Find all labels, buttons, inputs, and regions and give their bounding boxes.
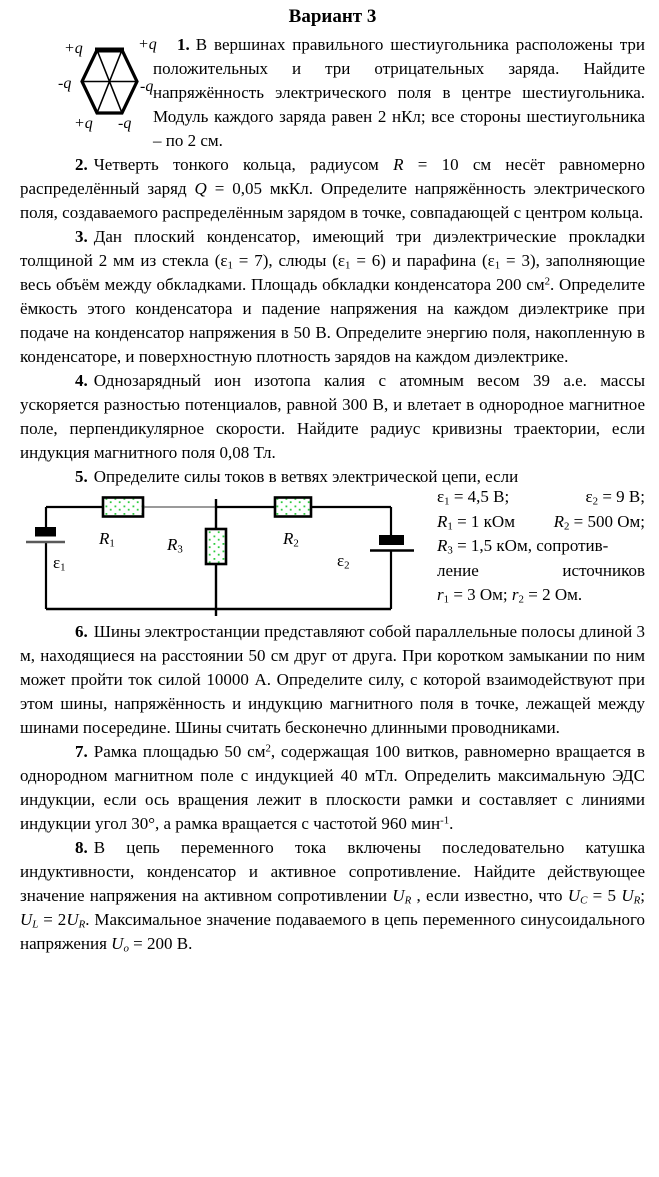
charge-label-right: -q (140, 78, 154, 95)
problem-text: В вершинах правильного шестиугольника расположены три положительных и три отрицательных заряда. Найдите напряжённость электрического поля в центре шестиугольника. Модуль каждого заряда равен 2 нКл; все стороны шестиугольника – по 2 см. (153, 35, 645, 150)
resistor-r2 (275, 498, 311, 517)
problem-number: 1. (177, 35, 190, 54)
problem-number: 4. (75, 371, 88, 390)
problem-6 (20, 620, 645, 740)
label-eps2: $\varepsilon_2$ (337, 551, 350, 572)
problem-2 (20, 153, 645, 225)
given-r2: $R_2 = 500$ Ом; (553, 511, 645, 532)
given-line-4 (437, 559, 645, 584)
label-r1: $R_1$ (99, 529, 115, 550)
page-title: Вариант 3 (288, 6, 377, 27)
given-line-1 (437, 485, 645, 510)
battery-2-thick-plate (379, 535, 404, 545)
charge-label-bottom-right: -q (118, 115, 132, 132)
hexagon-svg (44, 36, 161, 134)
problem-number: 7. (75, 742, 88, 761)
label-eps1: $\varepsilon_1$ (53, 553, 66, 574)
problem-text: Четверть тонкого кольца, радиусом R = 10 см несёт равномерно распределённый заряд Q = 0,05 мкКл. Определите напряжённость электрического поля, создаваемого распределённым зарядом в точке, совпадающей с центром кольца. (20, 155, 645, 222)
problem-number: 2. (75, 155, 88, 174)
given-line-3 (437, 534, 645, 559)
problem-number: 3. (75, 227, 88, 246)
given-internal-r: $r_1 = 3$ Ом; $r_2 = 2$ Ом. (437, 585, 583, 606)
charge-label-top-left: +q (64, 40, 83, 57)
given-line-5 (437, 583, 645, 608)
given-line-2 (437, 510, 645, 535)
problem-text: В цепь переменного тока включены последовательно катушка индуктивности, конденсатор и активное сопротивление. Найдите действующее значение напряжения на активном сопротивлении $U_R$ , если известно, что $U_C = 5$ $U_R$; $U_L = 2U_R$. Максимальное значение подаваемого в цепь переменного синусоидального напряжения $U_o = 200$ В. (20, 838, 645, 955)
given-eps1: $\varepsilon_1 = 4,5$ В; (437, 487, 510, 508)
charge-label-top-right: +q (138, 36, 157, 53)
problem-text: Определите силы токов в ветвях электрической цепи, если (93, 467, 519, 486)
given-eps2: $\varepsilon_2 = 9$ В; (585, 487, 645, 508)
problem-number: 8. (75, 838, 88, 857)
given-word-1: ление (437, 560, 479, 580)
problem-7 (20, 740, 645, 836)
problem-number: 5. (75, 467, 88, 486)
circuit-svg (23, 489, 423, 620)
charge-label-bottom-left: +q (74, 115, 93, 132)
problem-number: 6. (75, 622, 88, 641)
charge-label-left: -q (58, 75, 72, 92)
hexagon-figure (20, 36, 157, 134)
problem-5-figure-row (20, 489, 645, 620)
label-r2: $R_2$ (283, 529, 299, 550)
given-r1: $R_1 = 1$ кОм (437, 511, 515, 532)
given-word-2: источников (562, 560, 645, 580)
problem-1 (20, 33, 645, 153)
battery-1-thick-plate (35, 527, 56, 537)
problem-text: Шины электростанции представляют собой параллельные полосы длиной 3 м, находящиеся на расстоянии 50 см друг от друга. При коротком замыкании по ним может пройти ток силой 10000 А. Определите силу, с которой взаимодействуют при этом шины, напряжённость и индукцию магнитного поля в точке, лежащей между шинами посередине. Шины считать бесконечно длинными проводниками. (20, 622, 645, 737)
problem-text: Дан плоский конденсатор, имеющий три диэлектрические прокладки толщиной 2 мм из стекла $(\varepsilon_1 = 7)$, слюды $(\varepsilon_1 = 6)$ и парафина $(\varepsilon_1 = 3)$, заполняющие весь объём между обкладками. Площадь обкладки конденсатора 200 $см^2$. Определите ёмкость этого конденсатора и падение напряжения на каждом диэлектрике при подаче на конденсатор напряжения в 50 В. Определите энергию поля, накопленную в конденсаторе, и поверхностную плотность зарядов на каждом диэлектрике. (20, 227, 645, 366)
resistor-r1 (103, 498, 143, 517)
problem-text: Рамка площадью 50 $см^2$, содержащая 100 витков, равномерно вращается в однородном магнитном поле с индукцией 40 мТл. Определить максимальную ЭДС индукции, если ось вращения лежит в плоскости рамки и составляет с линиями индукции угол 30°, а рамка вращается с частотой 960 мин$^{-1}$. (20, 742, 645, 833)
problem-8 (20, 836, 645, 956)
given-r3: $R_3 = 1,5$ кОм, сопротив- (437, 536, 609, 557)
resistor-r3 (206, 529, 226, 564)
label-r3: $R_3$ (167, 535, 183, 556)
problem-text: Однозарядный ион изотопа калия с атомным весом 39 а.е. массы ускоряется разностью потенциалов, равной 300 В, и влетает в однородное магнитное поле, перпендикулярное скорости. Найдите радиус кривизны траектории, если индукция магнитного поля 0,08 Тл. (20, 371, 645, 462)
problem-3 (20, 225, 645, 369)
given-values (427, 485, 645, 608)
problem-4 (20, 369, 645, 465)
circuit-figure (23, 489, 427, 620)
